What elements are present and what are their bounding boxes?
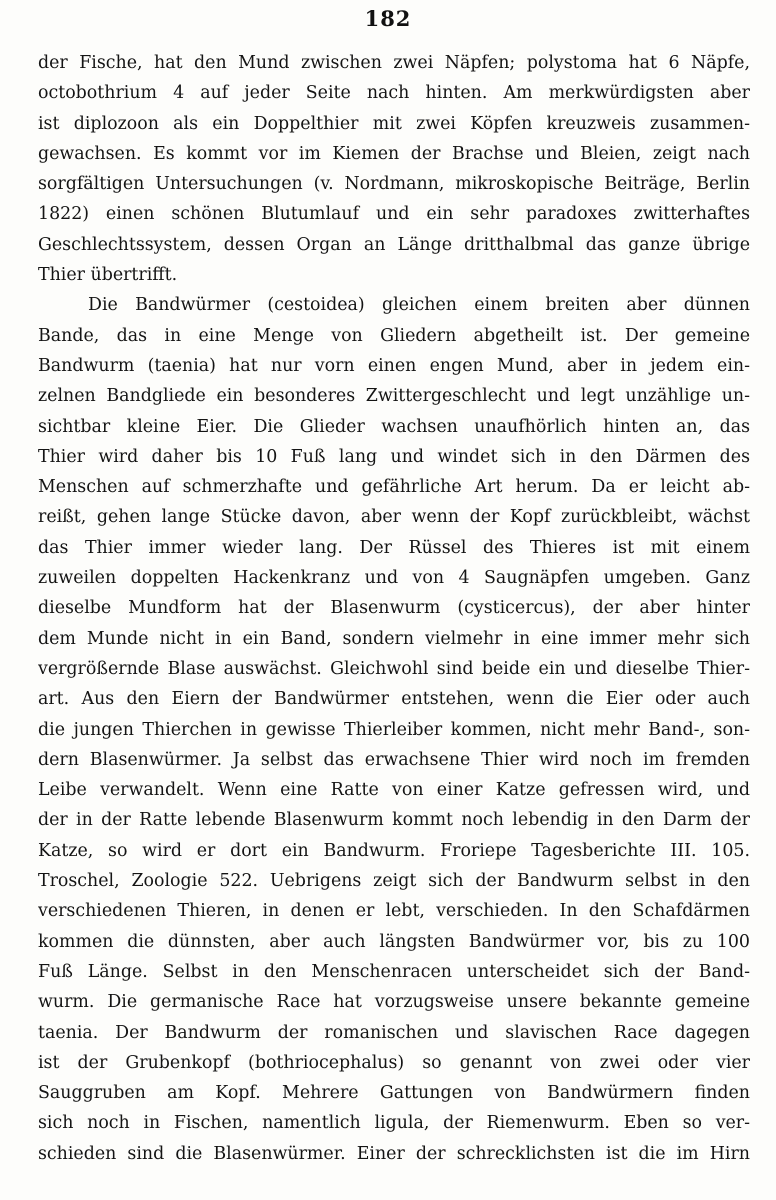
text-line: ist der Grubenkopf (bothriocephalus) so genannt von zwei oder vier <box>38 1052 750 1073</box>
text-line: der in der Ratte lebende Blasenwurm kommt noch lebendig in den Darm der <box>38 810 750 831</box>
text-line: gewachsen. Es kommt vor im Kiemen der Brachse und Bleien, zeigt nach <box>38 143 750 164</box>
text-line: Menschen auf schmerzhafte und gefährliche Art herum. Da er leicht ab- <box>38 477 750 498</box>
text-line: 1822) einen schönen Blutumlauf und ein sehr paradoxes zwitterhaftes <box>38 204 750 225</box>
text-line: ist diplozoon als ein Doppelthier mit zwei Köpfen kreuzweis zusammen- <box>38 113 750 134</box>
text-line: sichtbar kleine Eier. Die Glieder wachsen unaufhörlich hinten an, das <box>38 416 750 437</box>
text-line: taenia. Der Bandwurm der romanischen und slavischen Race dagegen <box>38 1022 750 1043</box>
text-line: schieden sind die Blasenwürmer. Einer der schrecklichsten ist die im Hirn <box>38 1143 750 1164</box>
text-line: verschiedenen Thieren, in denen er lebt, verschieden. In den Schafdärmen <box>38 901 750 922</box>
text-line: der Fische, hat den Mund zwischen zwei Näpfen; polystoma hat 6 Näpfe, <box>38 53 750 73</box>
text-line: zuweilen doppelten Hackenkranz und von 4 Saugnäpfen umgeben. Ganz <box>38 568 750 589</box>
text-line: Leibe verwandelt. Wenn eine Ratte von einer Katze gefressen wird, und <box>38 780 750 801</box>
text-line: das Thier immer wieder lang. Der Rüssel des Thieres ist mit einem <box>38 537 750 558</box>
text-line: Thier wird daher bis 10 Fuß lang und windet sich in den Därmen des <box>38 446 750 467</box>
text-line: Sauggruben am Kopf. Mehrere Gattungen von Bandwürmern finden <box>38 1083 750 1104</box>
text-line: Bandwurm (taenia) hat nur vorn einen engen Mund, aber in jedem ein- <box>38 355 750 376</box>
text-line: Katze, so wird er dort ein Bandwurm. Froriepe Tagesberichte III. 105. <box>38 840 750 861</box>
text-line: reißt, gehen lange Stücke davon, aber wenn der Kopf zurückbleibt, wächst <box>38 507 750 528</box>
text-line: dern Blasenwürmer. Ja selbst das erwachsene Thier wird noch im fremden <box>38 749 750 770</box>
text-line: Bande, das in eine Menge von Gliedern abgetheilt ist. Der gemeine <box>38 325 750 346</box>
text-line: Fuß Länge. Selbst in den Menschenracen unterscheidet sich der Band- <box>38 961 750 982</box>
text-line: art. Aus den Eiern der Bandwürmer entstehen, wenn die Eier oder auch <box>38 689 750 710</box>
text-line: kommen die dünnsten, aber auch längsten Bandwürmer vor, bis zu 100 <box>38 931 750 952</box>
paragraph-1 <box>38 48 750 290</box>
text-line: sorgfältigen Untersuchungen (v. Nordmann, mikroskopische Beiträge, Berlin <box>38 174 750 195</box>
text-line: zelnen Bandgliede ein besonderes Zwittergeschlecht und legt unzählige un- <box>38 386 750 407</box>
text-line: Thier übertrifft. <box>38 265 178 286</box>
body-text <box>38 48 750 1169</box>
text-line: vergrößernde Blase auswächst. Gleichwohl sind beide ein und dieselbe Thier- <box>38 658 750 679</box>
text-line: dieselbe Mundform hat der Blasenwurm (cysticercus), der aber hinter <box>38 598 750 619</box>
text-line: die jungen Thierchen in gewisse Thierleiber kommen, nicht mehr Band-, son- <box>38 719 750 740</box>
text-line: wurm. Die germanische Race hat vorzugsweise unsere bekannte gemeine <box>38 992 750 1013</box>
text-line: sich noch in Fischen, namentlich ligula, der Riemenwurm. Eben so ver- <box>38 1113 750 1134</box>
text-line: octobothrium 4 auf jeder Seite nach hinten. Am merkwürdigsten aber <box>38 83 750 104</box>
text-line: dem Munde nicht in ein Band, sondern vielmehr in eine immer mehr sich <box>38 628 750 649</box>
text-line: Troschel, Zoologie 522. Uebrigens zeigt sich der Bandwurm selbst in den <box>38 871 750 892</box>
text-line: Die Bandwürmer (cestoidea) gleichen einem breiten aber dünnen <box>88 295 750 316</box>
paragraph-2 <box>38 290 750 1169</box>
text-line: Geschlechtssystem, dessen Organ an Länge dritthalbmal das ganze übrige <box>38 234 750 255</box>
page-number: 182 <box>364 6 412 31</box>
